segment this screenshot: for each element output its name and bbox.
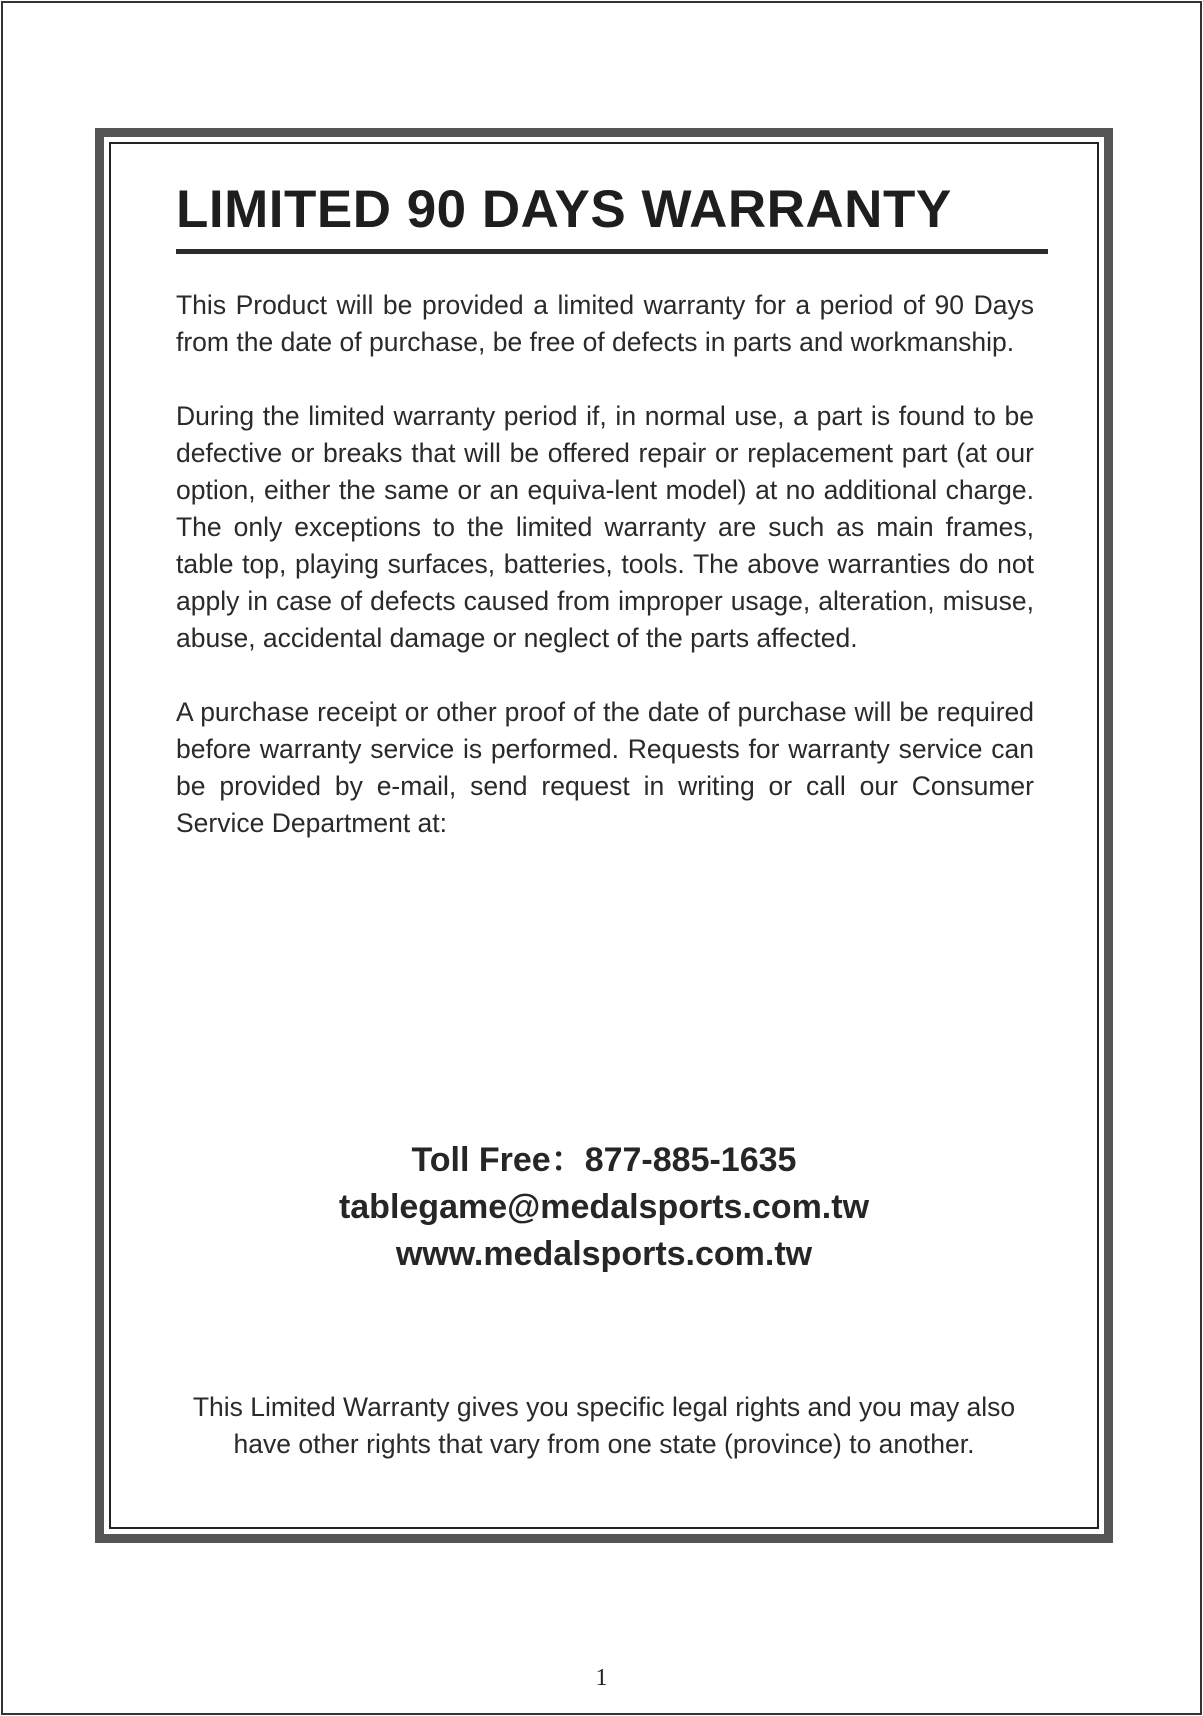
paragraph-service: A purchase receipt or other proof of the date of purchase will be required before warranty service is performed. Requests for warranty service can be provided by e-mail, send request in writing or call our Consumer Service Department at:	[176, 697, 1034, 838]
contact-email: tablegame@medalsports.com.tw	[338, 1188, 870, 1226]
legal-rights-note: This Limited Warranty gives you specific legal rights and you may also have other rights that vary from one state (province) to another.	[192, 1392, 1016, 1459]
title-underline	[176, 249, 1048, 254]
paragraph-coverage: This Product will be provided a limited warranty for a period of 90 Days from the date of purchase, be free of defects in parts and workmanship.	[176, 290, 1034, 357]
warranty-title: LIMITED 90 DAYS WARRANTY	[176, 180, 952, 239]
page-number: 1	[595, 1665, 608, 1691]
warranty-frame	[95, 128, 1113, 1543]
warranty-content	[176, 177, 1034, 842]
toll-free-phone: Toll Free：877-885-1635	[411, 1141, 797, 1179]
contact-block	[104, 1137, 1104, 1278]
paragraph-terms: During the limited warranty period if, in normal use, a part is found to be defective or breaks that will be offered repair or replacement part (at our option, either the same or an equiva-lent model) at no additional charge. The only exceptions to the limited warranty are such as main frames, table top, playing surfaces, batteries, tools. The above warranties do not apply in case of defects caused from improper usage, alteration, misuse, abuse, accidental damage or neglect of the parts affected.	[176, 401, 1034, 653]
contact-website: www.medalsports.com.tw	[395, 1235, 813, 1273]
